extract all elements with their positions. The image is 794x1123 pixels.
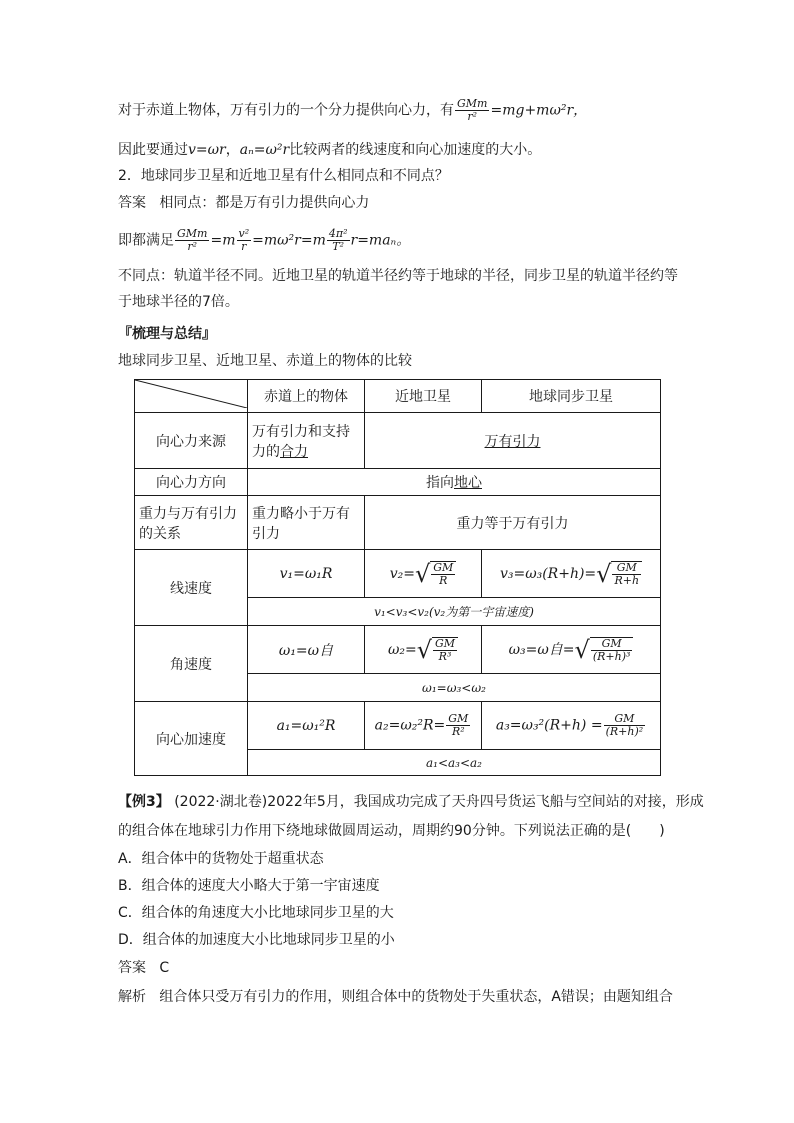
cell-equator bbox=[248, 626, 365, 674]
cell-near bbox=[365, 702, 482, 750]
example-answer bbox=[118, 958, 169, 978]
example-3-line-1 bbox=[118, 792, 704, 812]
gmm-over-r2-fraction: $\frac{\text{GMm}}{\text{r²}}$ bbox=[457, 97, 488, 123]
diagonal-header-cell bbox=[135, 380, 248, 413]
diagonal-line bbox=[135, 380, 247, 408]
cell-sync: v₃=ω₃(R+h)=√ $\frac{GM}{R+h}$ bbox=[482, 550, 661, 598]
formula: a₂=ω₂²R= bbox=[374, 717, 446, 734]
row-head: 向心力方向 bbox=[135, 469, 248, 496]
cell-sync bbox=[482, 626, 661, 674]
text: (2022·湖北卷)2022年5月，我国成功完成了天舟四号货运飞船与空间站的对接，形成 bbox=[174, 794, 704, 810]
comparison-table bbox=[134, 379, 661, 776]
compare-method-statement bbox=[118, 140, 541, 160]
fraction: $\frac{\text{4π²}}{\text{T²}}$ bbox=[328, 227, 348, 253]
cell-all bbox=[248, 469, 661, 496]
answer-label: 答案 bbox=[118, 195, 146, 211]
equator-object-statement bbox=[118, 98, 587, 123]
underlined-answer: 万有引力 bbox=[484, 433, 541, 450]
example-label: 【例3】 bbox=[118, 794, 170, 810]
compare-cell bbox=[248, 674, 661, 702]
row-angular-speed bbox=[135, 626, 661, 674]
header-equator: 赤道上的物体 bbox=[248, 380, 365, 413]
sqrt: √ $\frac{GM}{R+h}$ bbox=[596, 561, 642, 587]
compare-cell bbox=[248, 750, 661, 776]
formula: a₁<a₃<a₂ bbox=[425, 755, 482, 770]
compare-cell bbox=[248, 598, 661, 626]
cell-equator bbox=[248, 550, 365, 598]
sqrt: √ $\frac{GM}{\text{R³}}$ bbox=[417, 637, 458, 663]
formula: =mω²r=m bbox=[252, 232, 326, 249]
formula: v₁<v₃<v₂(v₂为第一宇宙速度) bbox=[374, 605, 534, 619]
answer-value: C bbox=[159, 960, 170, 976]
cell-satellites: 重力等于万有引力 bbox=[365, 496, 661, 550]
text: 比较两者的线速度和向心加速度的大小。 bbox=[289, 142, 542, 158]
text: ， bbox=[225, 142, 240, 158]
table-caption: 地球同步卫星、近地卫星、赤道上的物体的比较 bbox=[118, 353, 412, 369]
cell-equator bbox=[248, 413, 365, 469]
cell-near: ω₂=√ $\frac{GM}{\text{R³}}$ bbox=[365, 626, 482, 674]
option-a: A．组合体中的货物处于超重状态 bbox=[118, 851, 324, 867]
row-centripetal-acceleration bbox=[135, 702, 661, 750]
cell-near: v₂=√ $\frac{GM}{R}$ bbox=[365, 550, 482, 598]
question-2: 2．地球同步卫星和近地卫星有什么相同点和不同点？ bbox=[118, 168, 449, 184]
row-head: 向心力来源 bbox=[135, 413, 248, 469]
example-explanation bbox=[118, 987, 673, 1007]
cell-satellites bbox=[365, 413, 661, 469]
fraction: $\frac{GM}{\text{(R+h)²}}$ bbox=[605, 712, 644, 738]
fraction: $\frac{\text{v²}}{r}$ bbox=[238, 227, 250, 253]
text: 因此要通过 bbox=[118, 142, 188, 158]
answer-label: 答案 bbox=[118, 960, 146, 976]
formula: ω₁=ω自 bbox=[278, 642, 334, 659]
row-linear-speed bbox=[135, 550, 661, 598]
difference-line-1: 不同点：轨道半径不同。近地卫星的轨道半径约等于地球的半径，同步卫星的轨道半径约等 bbox=[118, 268, 678, 284]
option-b: B．组合体的速度大小略大于第一宇宙速度 bbox=[118, 878, 380, 894]
underlined-answer: 地心 bbox=[454, 475, 482, 491]
text: 重力与万有引力 bbox=[139, 505, 237, 522]
text: 引力 bbox=[252, 525, 280, 542]
sqrt: √ $\frac{GM}{R}$ bbox=[415, 561, 456, 587]
formula: a₁=ω₁²R bbox=[276, 717, 336, 734]
formula: v=ωr bbox=[188, 142, 226, 158]
underlined-answer: 合力 bbox=[280, 443, 308, 460]
fraction: $\frac{GM}{\text{R²}}$ bbox=[448, 712, 469, 738]
text: 力的 bbox=[252, 443, 280, 460]
option-d: D．组合体的加速度大小比地球同步卫星的小 bbox=[118, 932, 395, 948]
row-centripetal-source bbox=[135, 413, 661, 469]
text: 的关系 bbox=[139, 525, 181, 542]
row-head: 角速度 bbox=[135, 626, 248, 702]
header-near-satellite: 近地卫星 bbox=[365, 380, 482, 413]
row-centripetal-direction bbox=[135, 469, 661, 496]
text: 重力略小于万有 bbox=[252, 505, 350, 522]
fraction: $\frac{\text{GMm}}{\text{r²}}$ bbox=[177, 227, 208, 253]
formula: =maₙ。 bbox=[357, 232, 411, 249]
formula: ω₁=ω₃<ω₂ bbox=[422, 680, 486, 695]
row-gravity-relation bbox=[135, 496, 661, 550]
table-header-row bbox=[135, 380, 661, 413]
formula: =mg+mω²r， bbox=[490, 102, 588, 119]
difference-line-2: 于地球半径的7倍。 bbox=[118, 294, 239, 310]
cell-sync bbox=[482, 702, 661, 750]
row-head: 向心加速度 bbox=[135, 702, 248, 776]
cell-equator bbox=[248, 702, 365, 750]
option-c: C．组合体的角速度大小比地球同步卫星的大 bbox=[118, 905, 394, 921]
example-3-line-2: 的组合体在地球引力作用下绕地球做圆周运动，周期约90分钟。下列说法正确的是( ) bbox=[118, 823, 665, 839]
formula: aₙ=ω²r bbox=[239, 142, 290, 158]
summary-title: 『梳理与总结』 bbox=[118, 326, 216, 342]
row-head bbox=[135, 496, 248, 550]
header-sync-satellite: 地球同步卫星 bbox=[482, 380, 661, 413]
formula: v₁=ω₁R bbox=[279, 565, 333, 582]
answer-same bbox=[118, 193, 369, 213]
formula: ω₃=ω自= bbox=[508, 641, 575, 658]
text: 相同点：都是万有引力提供向心力 bbox=[159, 195, 370, 211]
row-head: 线速度 bbox=[135, 550, 248, 626]
text: 指向 bbox=[426, 475, 454, 491]
orbit-equation: 即都满足 $\frac{\text{GMm}}{\text{r²}}$ =m $\frac{\text{v²}}{r}$ =mω²r=m $\frac{\text{4π²}}{\text{T²}}$ r=maₙ。 bbox=[118, 227, 411, 253]
sqrt: √ $\frac{GM}{\text{(R+h)³}}$ bbox=[575, 637, 634, 663]
explanation-label: 解析 bbox=[118, 989, 146, 1005]
text: 即都满足 bbox=[118, 232, 174, 249]
cell-equator bbox=[248, 496, 365, 550]
text: 对于赤道上物体，万有引力的一个分力提供向心力，有 bbox=[118, 102, 454, 119]
formula: a₃=ω₃²(R+h) = bbox=[495, 717, 603, 734]
text: 组合体只受万有引力的作用，则组合体中的货物处于失重状态，A错误；由题知组合 bbox=[159, 989, 673, 1005]
text: 万有引力和支持 bbox=[252, 423, 350, 440]
